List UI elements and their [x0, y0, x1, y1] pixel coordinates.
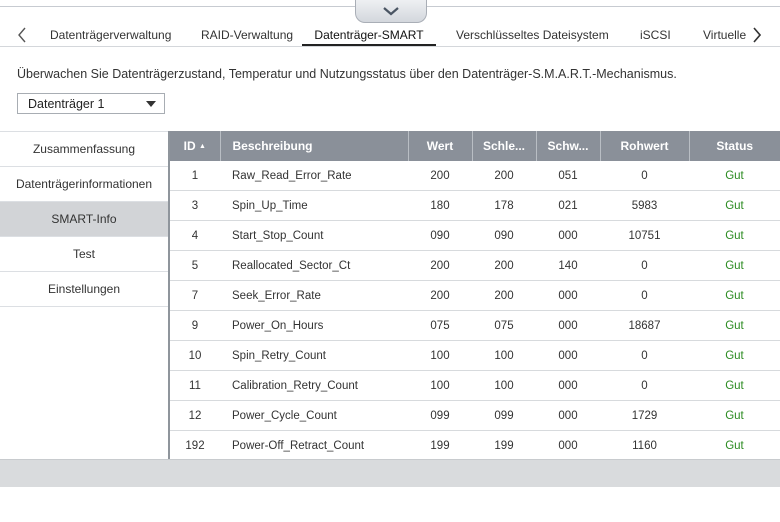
sidebar-item-einstellungen[interactable]: Einstellungen: [0, 272, 168, 307]
smart-table-container: [170, 131, 780, 459]
cell-schwaechster: 140: [536, 251, 600, 281]
sidebar-item-smart-info[interactable]: SMART-Info: [0, 202, 168, 237]
cell-status: Gut: [689, 251, 780, 281]
collapse-panel-button[interactable]: [355, 0, 427, 23]
cell-schwaechster: 000: [536, 431, 600, 460]
cell-schwaechster: 000: [536, 341, 600, 371]
tab-datentraeger-smart[interactable]: Datenträger-SMART: [302, 24, 436, 46]
cell-beschreibung: Seek_Error_Rate: [220, 281, 408, 311]
sidebar-item-zusammenfassung[interactable]: Zusammenfassung: [0, 131, 168, 167]
disk-select[interactable]: [17, 93, 165, 114]
cell-beschreibung: Spin_Up_Time: [220, 191, 408, 221]
cell-beschreibung: Calibration_Retry_Count: [220, 371, 408, 401]
column-header-schwelle[interactable]: Schle...: [472, 131, 536, 161]
tab-next-button[interactable]: [748, 24, 764, 46]
cell-rohwert: 0: [600, 161, 689, 191]
cell-id: 7: [170, 281, 220, 311]
cell-id: 9: [170, 311, 220, 341]
cell-id: 1: [170, 161, 220, 191]
cell-rohwert: 10751: [600, 221, 689, 251]
disk-select-value: Datenträger 1: [28, 97, 105, 111]
cell-status: Gut: [689, 341, 780, 371]
cell-wert: 200: [408, 281, 472, 311]
cell-wert: 180: [408, 191, 472, 221]
cell-schwaechster: 000: [536, 281, 600, 311]
cell-schwelle: 100: [472, 371, 536, 401]
cell-schwelle: 200: [472, 281, 536, 311]
tab-bar-divider: [0, 46, 780, 47]
tab-bar: [0, 24, 780, 46]
table-row[interactable]: [170, 161, 780, 191]
chevron-left-icon: [18, 27, 27, 43]
cell-wert: 100: [408, 341, 472, 371]
table-row[interactable]: [170, 251, 780, 281]
sidebar: [0, 131, 168, 307]
cell-wert: 100: [408, 371, 472, 401]
cell-id: 3: [170, 191, 220, 221]
column-header-wert[interactable]: Wert: [408, 131, 472, 161]
tab-datentraegerverwaltung[interactable]: Datenträgerverwaltung: [50, 28, 172, 42]
table-header-row: [170, 131, 780, 161]
tab-raid-verwaltung[interactable]: RAID-Verwaltung: [201, 28, 294, 42]
cell-schwelle: 090: [472, 221, 536, 251]
cell-rohwert: 18687: [600, 311, 689, 341]
cell-wert: 200: [408, 251, 472, 281]
cell-schwaechster: 000: [536, 311, 600, 341]
cell-id: 10: [170, 341, 220, 371]
sidebar-item-test[interactable]: Test: [0, 237, 168, 272]
tab-prev-button[interactable]: [14, 24, 30, 46]
cell-rohwert: 0: [600, 281, 689, 311]
cell-status: Gut: [689, 191, 780, 221]
cell-wert: 090: [408, 221, 472, 251]
cell-beschreibung: Spin_Retry_Count: [220, 341, 408, 371]
tab-virtuelle[interactable]: Virtuelle: [703, 28, 747, 42]
cell-beschreibung: Reallocated_Sector_Ct: [220, 251, 408, 281]
column-header-status[interactable]: Status: [689, 131, 780, 161]
table-row[interactable]: [170, 221, 780, 251]
chevron-down-icon: [382, 6, 400, 16]
cell-id: 11: [170, 371, 220, 401]
cell-schwelle: 100: [472, 341, 536, 371]
cell-wert: 200: [408, 161, 472, 191]
cell-wert: 099: [408, 401, 472, 431]
cell-wert: 075: [408, 311, 472, 341]
cell-beschreibung: Power_Cycle_Count: [220, 401, 408, 431]
table-row[interactable]: [170, 341, 780, 371]
cell-beschreibung: Power_On_Hours: [220, 311, 408, 341]
column-header-id[interactable]: ID ▲: [170, 131, 220, 161]
cell-id: 4: [170, 221, 220, 251]
table-row[interactable]: [170, 191, 780, 221]
tab-verschluesseltes-dateisystem[interactable]: Verschlüsseltes Dateisystem: [456, 28, 609, 42]
cell-schwaechster: 051: [536, 161, 600, 191]
table-row[interactable]: [170, 431, 780, 460]
cell-id: 5: [170, 251, 220, 281]
top-divider-left: [0, 6, 355, 7]
chevron-right-icon: [752, 27, 761, 43]
cell-status: Gut: [689, 161, 780, 191]
cell-schwelle: 200: [472, 161, 536, 191]
column-header-rohwert[interactable]: Rohwert: [600, 131, 689, 161]
cell-beschreibung: Start_Stop_Count: [220, 221, 408, 251]
tab-iscsi[interactable]: iSCSI: [640, 28, 671, 42]
sidebar-item-datentraegerinformationen[interactable]: Datenträgerinformationen: [0, 167, 168, 202]
table-body: [170, 161, 780, 459]
cell-schwelle: 199: [472, 431, 536, 460]
cell-beschreibung: Power-Off_Retract_Count: [220, 431, 408, 460]
cell-id: 192: [170, 431, 220, 460]
cell-rohwert: 0: [600, 371, 689, 401]
cell-status: Gut: [689, 371, 780, 401]
cell-rohwert: 1160: [600, 431, 689, 460]
cell-status: Gut: [689, 431, 780, 460]
smart-table: [170, 131, 780, 459]
column-header-beschreibung[interactable]: Beschreibung: [220, 131, 408, 161]
table-row[interactable]: [170, 371, 780, 401]
cell-rohwert: 0: [600, 251, 689, 281]
cell-schwelle: 178: [472, 191, 536, 221]
cell-id: 12: [170, 401, 220, 431]
table-row[interactable]: [170, 311, 780, 341]
cell-status: Gut: [689, 311, 780, 341]
sort-ascending-icon: ▲: [198, 143, 206, 150]
cell-schwelle: 200: [472, 251, 536, 281]
cell-schwelle: 099: [472, 401, 536, 431]
cell-beschreibung: Raw_Read_Error_Rate: [220, 161, 408, 191]
cell-wert: 199: [408, 431, 472, 460]
table-row[interactable]: [170, 401, 780, 431]
cell-schwelle: 075: [472, 311, 536, 341]
cell-rohwert: 0: [600, 341, 689, 371]
column-header-schwaechster[interactable]: Schw...: [536, 131, 600, 161]
cell-status: Gut: [689, 221, 780, 251]
cell-rohwert: 1729: [600, 401, 689, 431]
cell-schwaechster: 000: [536, 221, 600, 251]
cell-schwaechster: 000: [536, 401, 600, 431]
caret-down-icon: [146, 101, 156, 107]
page-description: Überwachen Sie Datenträgerzustand, Temperatur und Nutzungsstatus über den Datenträger-S.M.A.R.T.-Mechanismus.: [17, 67, 677, 81]
cell-status: Gut: [689, 281, 780, 311]
top-divider-right: [425, 6, 780, 7]
cell-status: Gut: [689, 401, 780, 431]
cell-rohwert: 5983: [600, 191, 689, 221]
cell-schwaechster: 021: [536, 191, 600, 221]
bottom-bar: [0, 459, 780, 487]
table-row[interactable]: [170, 281, 780, 311]
cell-schwaechster: 000: [536, 371, 600, 401]
